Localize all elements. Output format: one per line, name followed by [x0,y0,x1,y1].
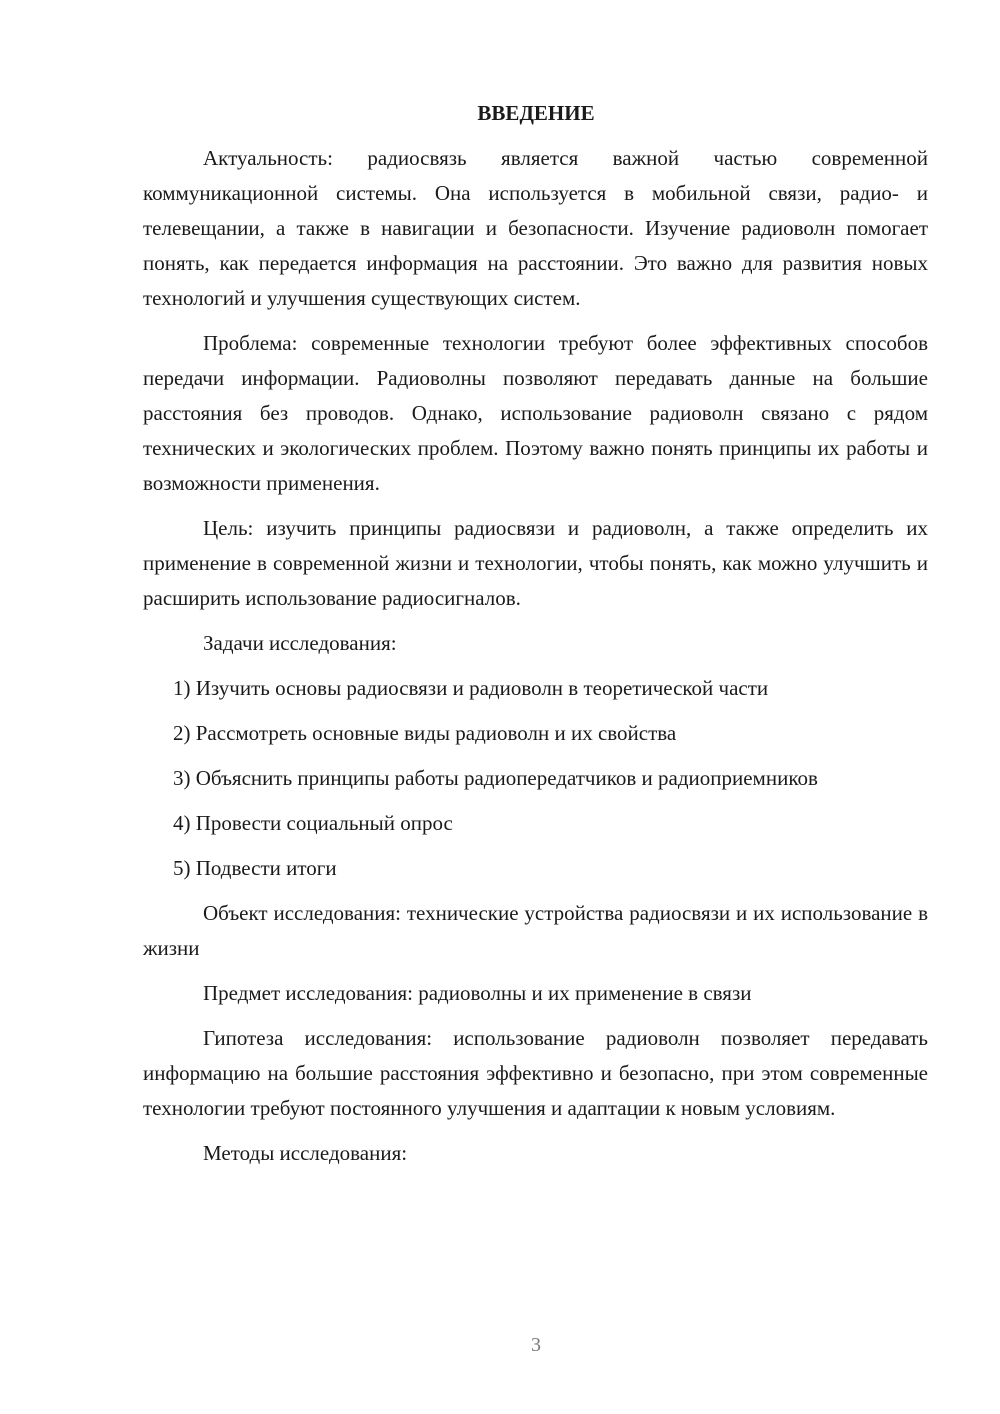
paragraph-object: Объект исследования: технические устройства радиосвязи и их использование в жизни [143,901,928,960]
paragraph-problem: Проблема: современные технологии требуют более эффективных способов передачи информации. Радиоволны позволяют передавать данные на большие расстояния без проводов. Однако, использование радиоволн связано с рядом технических и экологических проблем. Поэтому важно понять принципы их работы и возможности применения. [143,331,928,495]
page-title: ВВЕДЕНИЕ [477,101,595,125]
list-item: 4) Провести социальный опрос [173,811,453,835]
methods-heading: Методы исследования: [203,1141,408,1165]
paragraph-goal: Цель: изучить принципы радиосвязи и радиоволн, а также определить их применение в современной жизни и технологии, чтобы понять, как можно улучшить и расширить использование радиосигналов. [143,516,928,610]
page-number: 3 [531,1334,541,1356]
list-item: 3) Объяснить принципы работы радиопередатчиков и радиоприемников [173,766,818,790]
paragraph-hypothesis: Гипотеза исследования: использование радиоволн позволяет передавать информацию на большие расстояния эффективно и безопасно, при этом современные технологии требуют постоянного улучшения и адаптации к новым условиям. [143,1026,928,1120]
list-item: 1) Изучить основы радиосвязи и радиоволн в теоретической части [173,676,769,700]
paragraph-subject: Предмет исследования: радиоволны и их применение в связи [203,981,752,1005]
tasks-list [143,671,928,886]
document-page [143,96,928,1181]
tasks-heading: Задачи исследования: [203,631,397,655]
list-item: 5) Подвести итоги [173,856,337,880]
paragraph-relevance: Актуальность: радиосвязь является важной частью современной коммуникационной системы. Она используется в мобильной связи, радио- и телевещании, а также в навигации и безопасности. Изучение радиоволн помогает понять, как передается информация на расстоянии. Это важно для развития новых технологий и улучшения существующих систем. [143,146,928,310]
list-item: 2) Рассмотреть основные виды радиоволн и их свойства [173,721,677,745]
